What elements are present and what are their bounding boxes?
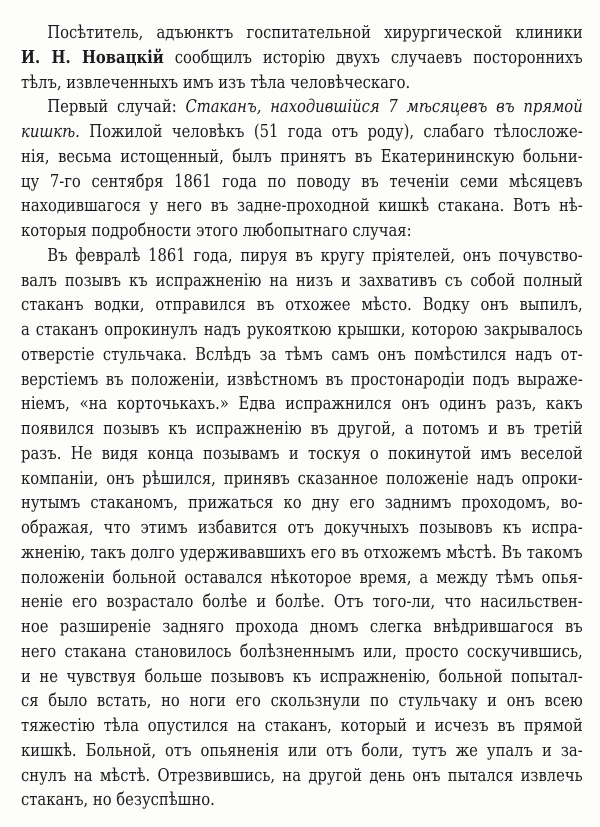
text-segment: Пожилой человѣкъ (51 года отъ роду), слабаго тѣлосложе- xyxy=(79,121,583,142)
text-line xyxy=(21,739,583,764)
text-segment: нутымъ стаканомъ, прижаться ко дну его заднимъ проходомъ, во- xyxy=(21,492,583,514)
text-line xyxy=(21,71,583,96)
text-line xyxy=(21,615,583,640)
text-segment: стаканъ, но безуспѣшно. xyxy=(21,789,215,811)
text-line xyxy=(21,21,583,46)
text-line xyxy=(21,491,583,516)
text-segment: жненію, такъ долго удерживавшихъ его въ отхожемъ мѣстѣ. Въ такомъ xyxy=(21,541,583,563)
text-segment: валъ позывъ къ испражненію на низъ и захвативъ съ собой полный xyxy=(21,269,583,291)
text-line xyxy=(21,170,583,195)
text-line xyxy=(21,417,583,442)
text-line xyxy=(21,244,583,269)
text-segment: верстіемъ въ положеніи, извѣстномъ въ простонародіи подъ выраже- xyxy=(21,368,583,390)
text-segment: кишкѣ. Больной, отъ опьяненія или отъ боли, тутъ же упалъ и за- xyxy=(21,739,583,761)
case-title-italic: Стаканъ, находившійся 7 мѣсяцевъ въ прямой xyxy=(185,96,583,118)
text-segment: сообщилъ исторію двухъ случаевъ постороннихъ xyxy=(163,46,583,68)
text-segment: отверстіе стульчака. Вслѣдъ за тѣмъ самъ онъ помѣстился надъ от- xyxy=(21,343,583,365)
text-segment: компаніи, онъ рѣшился, принявъ сказанное положеніе надъ опроки- xyxy=(21,467,583,489)
text-segment: ся было встать, но ноги его скользнули по стульчаку и онъ всею xyxy=(21,690,583,712)
text-line xyxy=(21,194,583,219)
text-line xyxy=(21,764,583,789)
text-segment: ніемъ, «на корточькахъ.» Едва испражнился онъ одинъ разъ, какъ xyxy=(21,393,583,415)
text-segment: стаканъ водки, отправился въ отхожее мѣсто. Водку онъ выпилъ, xyxy=(21,294,583,316)
case-title-italic: кишкѣ. xyxy=(21,121,80,142)
text-line xyxy=(21,516,583,541)
text-line xyxy=(21,145,583,170)
text-segment: неніе его возрастало болѣе и болѣе. Отъ того-ли, что насильствен- xyxy=(21,591,583,613)
text-segment: нія, весьма истощенный, былъ принятъ въ Екатерининскую больни- xyxy=(21,145,583,167)
text-line xyxy=(21,120,583,145)
text-segment: Въ февралѣ 1861 года, пируя въ кругу пріятелей, онъ почувство- xyxy=(47,244,583,266)
text-segment: разъ. Не видя конца позывамъ и тоскуя о покинутой имъ веселой xyxy=(21,442,583,464)
text-line xyxy=(21,566,583,591)
text-line xyxy=(21,368,583,393)
text-line xyxy=(21,665,583,690)
text-segment: цу 7-го сентября 1861 года по поводу въ теченіи семи мѣсяцевъ xyxy=(21,170,583,192)
text-line xyxy=(21,46,583,71)
text-segment: а стаканъ опрокинулъ надъ рукояткою крышки, которою закрывалось xyxy=(21,319,583,340)
text-line xyxy=(21,343,583,368)
text-line xyxy=(21,640,583,665)
text-line xyxy=(21,392,583,417)
text-line xyxy=(21,467,583,492)
text-segment: Посѣтитель, адъюнктъ госпитательной хирургической клиники xyxy=(47,22,583,43)
text-line xyxy=(21,442,583,467)
text-segment: положеніи больной оставался нѣкоторое время, а между тѣмъ опья- xyxy=(21,566,583,588)
text-line xyxy=(21,219,583,244)
text-segment: и не чувствуя больше позывовъ къ испражненію, больной попытал- xyxy=(21,665,583,687)
text-segment: Первый случай: xyxy=(47,96,186,118)
text-line xyxy=(21,269,583,294)
text-line xyxy=(21,293,583,318)
text-segment: появился позывъ къ испражненію въ другой, а потомъ и въ третій xyxy=(21,418,583,439)
text-segment: снулъ на мѣстѣ. Отрезвившись, на другой день онъ пытался извлечь xyxy=(21,764,583,786)
text-line xyxy=(21,689,583,714)
author-name: И. Н. Новацкій xyxy=(21,46,164,68)
text-segment: находившагося у него въ задне-проходной кишкѣ стакана. Вотъ нѣ- xyxy=(21,195,583,217)
text-segment: которыя подробности этого любопытнаго случая: xyxy=(21,220,412,241)
text-line xyxy=(21,590,583,615)
text-segment: тяжестію тѣла опустился на стаканъ, который и исчезъ въ прямой xyxy=(21,715,583,736)
text-line xyxy=(21,541,583,566)
text-line xyxy=(21,95,583,120)
text-segment: тѣлъ, извлеченныхъ имъ изъ тѣла человѣческаго. xyxy=(21,71,411,93)
text-segment: ображая, что этимъ избавится отъ докучныхъ позывовъ къ испра- xyxy=(21,517,583,538)
text-line xyxy=(21,318,583,343)
text-line xyxy=(21,714,583,739)
text-line xyxy=(21,788,583,813)
text-segment: ное разширеніе задняго прохода дномъ слегка внѣдрившагося въ xyxy=(21,616,583,637)
text-segment: него стакана становилось болѣзненнымъ или, просто соскучившись, xyxy=(21,640,583,662)
